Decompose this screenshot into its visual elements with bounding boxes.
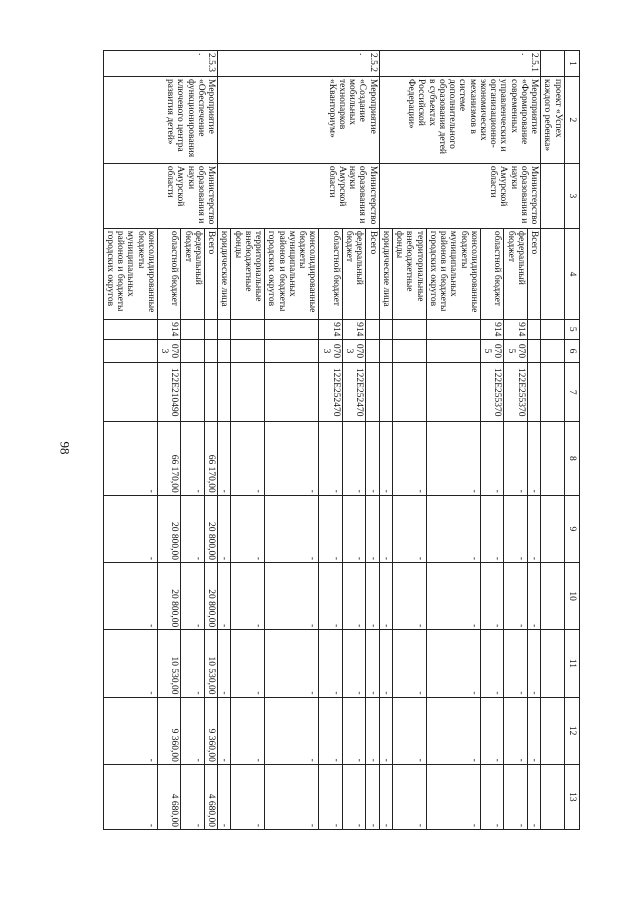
header-cell: 4 [564, 228, 579, 319]
amount-year-3: - [528, 630, 541, 697]
amount-year-3: - [231, 630, 265, 697]
responsible-ministry: Министерство образования и науки Амурской области [103, 163, 218, 228]
header-cell: 5 [564, 320, 579, 340]
section-code: 0703 [343, 339, 367, 363]
target-article [103, 363, 157, 422]
amount-total: - [231, 421, 265, 495]
amount-year-1: - [393, 495, 427, 562]
grbs-code [393, 320, 427, 340]
grbs-code [265, 320, 319, 340]
funding-source: федеральный бюджет [343, 228, 367, 319]
responsible-ministry: Министерство образования и науки Амурской области [218, 163, 380, 228]
target-article [379, 363, 392, 422]
amount-year-3: - [343, 630, 367, 697]
amount-year-1: - [528, 495, 541, 562]
section-code [393, 339, 427, 363]
funding-source: Всего [205, 228, 218, 319]
section-code [379, 339, 392, 363]
amount-year-1: - [481, 495, 505, 562]
amount-year-4: - [265, 697, 319, 764]
section-number: 2.5.1. [379, 51, 541, 77]
amount-year-4: - [231, 697, 265, 764]
header-cell: 3 [564, 163, 579, 228]
funding-source: федеральный бюджет [504, 228, 528, 319]
amount-year-1: 20 800,00 [205, 495, 218, 562]
amount-year-3: 10 530,00 [205, 630, 218, 697]
target-article [205, 363, 218, 422]
amount-year-5: 4 680,00 [158, 764, 182, 829]
amount-year-5: - [265, 764, 319, 829]
empty-cell [541, 51, 565, 77]
amount-year-1: 20 800,00 [158, 495, 182, 562]
header-cell: 1 [564, 51, 579, 77]
budget-table [103, 50, 580, 830]
header-row [564, 51, 579, 830]
header-cell: 6 [564, 339, 579, 363]
amount-year-4: - [393, 697, 427, 764]
section-code: 0703 [158, 339, 182, 363]
target-article [426, 363, 480, 422]
amount-total: - [481, 421, 505, 495]
amount-year-3: - [379, 630, 392, 697]
amount-year-2: - [426, 563, 480, 630]
amount-year-3: - [265, 630, 319, 697]
amount-year-3: - [504, 630, 528, 697]
amount-total: - [528, 421, 541, 495]
amount-year-3: - [426, 630, 480, 697]
amount-year-2: 20 800,00 [158, 563, 182, 630]
amount-total: 66 170,00 [158, 421, 182, 495]
amount-year-3: - [481, 630, 505, 697]
amount-year-4: - [103, 697, 157, 764]
amount-year-5: - [218, 764, 231, 829]
amount-total: - [393, 421, 427, 495]
amount-year-1: - [319, 495, 343, 562]
target-article: 122E252470 [319, 363, 343, 422]
responsible-ministry: Министерство образования и науки Амурской области [379, 163, 541, 228]
amount-year-3: 10 530,00 [158, 630, 182, 697]
amount-year-5: - [504, 764, 528, 829]
section-code [103, 339, 157, 363]
grbs-code [231, 320, 265, 340]
grbs-code: 914 [319, 320, 343, 340]
amount-year-3: - [319, 630, 343, 697]
amount-year-5: - [181, 764, 205, 829]
target-article [231, 363, 265, 422]
amount-year-1: - [343, 495, 367, 562]
amount-year-5: - [343, 764, 367, 829]
section-name: Мероприятие «Формирование современных управленческих и организационно-экономических механизмов в системе дополнительного образования детей в субъектах Российской Федерации» [379, 77, 541, 164]
grbs-code [528, 320, 541, 340]
funding-source: консолидированные бюджеты муниципальных районов и бюджеты городских округов [103, 228, 157, 319]
grbs-code [426, 320, 480, 340]
section-code [426, 339, 480, 363]
amount-year-2: - [181, 563, 205, 630]
empty-cell [541, 764, 565, 829]
section-code [218, 339, 231, 363]
empty-cell [541, 320, 565, 340]
grbs-code [218, 320, 231, 340]
intro-text: проект «Успех каждого ребенка» [541, 77, 565, 164]
table-row [366, 51, 379, 830]
header-cell: 10 [564, 563, 579, 630]
amount-year-4: - [218, 697, 231, 764]
amount-year-4: - [426, 697, 480, 764]
header-cell: 9 [564, 495, 579, 562]
grbs-code [103, 320, 157, 340]
amount-year-2: - [379, 563, 392, 630]
amount-year-3: - [181, 630, 205, 697]
amount-year-2: - [265, 563, 319, 630]
empty-cell [541, 630, 565, 697]
amount-year-3: - [103, 630, 157, 697]
amount-year-4: 9 360,00 [158, 697, 182, 764]
amount-year-5: 4 680,00 [205, 764, 218, 829]
section-code: 0705 [481, 339, 505, 363]
empty-cell [541, 339, 565, 363]
funding-source: областной бюджет [158, 228, 182, 319]
target-article [393, 363, 427, 422]
amount-year-4: - [181, 697, 205, 764]
funding-source: Всего [528, 228, 541, 319]
target-article [181, 363, 205, 422]
table-body [103, 51, 579, 830]
funding-source: территориальные внебюджетные фонды [231, 228, 265, 319]
amount-year-5: - [379, 764, 392, 829]
section-code [231, 339, 265, 363]
amount-year-2: - [343, 563, 367, 630]
intro-row [541, 51, 565, 830]
target-article [528, 363, 541, 422]
amount-year-5: - [393, 764, 427, 829]
funding-source: Всего [366, 228, 379, 319]
section-name: Мероприятие «Создание мобильных технопарков «Кванториум» [218, 77, 380, 164]
amount-year-4: - [379, 697, 392, 764]
amount-total: - [426, 421, 480, 495]
amount-total: - [265, 421, 319, 495]
target-article [366, 363, 379, 422]
amount-year-3: - [393, 630, 427, 697]
grbs-code: 914 [158, 320, 182, 340]
section-number: 2.5.2. [218, 51, 380, 77]
target-article: 122E255370 [481, 363, 505, 422]
rotated-table-wrapper [80, 50, 580, 830]
header-cell: 12 [564, 697, 579, 764]
grbs-code: 914 [343, 320, 367, 340]
header-cell: 13 [564, 764, 579, 829]
funding-source: юридические лица [218, 228, 231, 319]
funding-source: консолидированные бюджеты муниципальных районов и бюджеты городских округов [426, 228, 480, 319]
amount-year-4: - [343, 697, 367, 764]
section-number: 2.5.3. [103, 51, 218, 77]
section-code [265, 339, 319, 363]
amount-year-5: - [528, 764, 541, 829]
funding-source: федеральный бюджет [181, 228, 205, 319]
section-code [366, 339, 379, 363]
amount-year-4: - [528, 697, 541, 764]
amount-year-5: - [366, 764, 379, 829]
grbs-code [366, 320, 379, 340]
grbs-code: 914 [481, 320, 505, 340]
amount-total: - [366, 421, 379, 495]
amount-total: - [181, 421, 205, 495]
target-article: 122E255370 [504, 363, 528, 422]
amount-total: - [379, 421, 392, 495]
target-article [265, 363, 319, 422]
amount-year-1: - [218, 495, 231, 562]
amount-year-2: - [393, 563, 427, 630]
empty-cell [541, 363, 565, 422]
amount-year-1: - [366, 495, 379, 562]
funding-source: областной бюджет [319, 228, 343, 319]
section-code: 0705 [504, 339, 528, 363]
amount-total: 66 170,00 [205, 421, 218, 495]
header-cell: 7 [564, 363, 579, 422]
amount-year-2: 20 800,00 [205, 563, 218, 630]
amount-year-5: - [103, 764, 157, 829]
empty-cell [541, 495, 565, 562]
amount-year-5: - [426, 764, 480, 829]
funding-source: областной бюджет [481, 228, 505, 319]
target-article: 122E210490 [158, 363, 182, 422]
amount-total: - [103, 421, 157, 495]
table-row [528, 51, 541, 830]
amount-year-3: - [366, 630, 379, 697]
section-code [181, 339, 205, 363]
amount-year-1: - [265, 495, 319, 562]
section-code: 0703 [319, 339, 343, 363]
amount-year-2: - [528, 563, 541, 630]
empty-cell [541, 697, 565, 764]
amount-year-4: - [319, 697, 343, 764]
target-article: 122E252470 [343, 363, 367, 422]
funding-source: юридические лица [379, 228, 392, 319]
amount-year-2: - [481, 563, 505, 630]
grbs-code [379, 320, 392, 340]
amount-year-2: - [366, 563, 379, 630]
amount-year-3: - [218, 630, 231, 697]
funding-source: консолидированные бюджеты муниципальных районов и бюджеты городских округов [265, 228, 319, 319]
amount-year-4: - [481, 697, 505, 764]
empty-cell [541, 563, 565, 630]
amount-total: - [319, 421, 343, 495]
amount-total: - [218, 421, 231, 495]
amount-year-2: - [319, 563, 343, 630]
header-cell: 2 [564, 77, 579, 164]
amount-year-2: - [218, 563, 231, 630]
section-name: Мероприятие «Обеспечение функционирования ключевого центра развития детей» [103, 77, 218, 164]
amount-year-4: 9 360,00 [205, 697, 218, 764]
amount-year-2: - [103, 563, 157, 630]
amount-total: - [343, 421, 367, 495]
amount-year-2: - [231, 563, 265, 630]
target-article [218, 363, 231, 422]
amount-year-4: - [504, 697, 528, 764]
amount-year-2: - [504, 563, 528, 630]
amount-year-1: - [181, 495, 205, 562]
amount-year-5: - [481, 764, 505, 829]
section-code [205, 339, 218, 363]
section-code [528, 339, 541, 363]
header-cell: 8 [564, 421, 579, 495]
amount-year-1: - [379, 495, 392, 562]
page-number: 98 [57, 441, 73, 455]
grbs-code: 914 [504, 320, 528, 340]
table-row [205, 51, 218, 830]
amount-year-1: - [103, 495, 157, 562]
amount-total: - [504, 421, 528, 495]
header-cell: 11 [564, 630, 579, 697]
empty-cell [541, 421, 565, 495]
amount-year-4: - [366, 697, 379, 764]
amount-year-1: - [426, 495, 480, 562]
grbs-code [181, 320, 205, 340]
amount-year-5: - [319, 764, 343, 829]
amount-year-5: - [231, 764, 265, 829]
empty-cell [541, 228, 565, 319]
funding-source: территориальные внебюджетные фонды [393, 228, 427, 319]
grbs-code [205, 320, 218, 340]
empty-cell [541, 163, 565, 228]
amount-year-1: - [231, 495, 265, 562]
amount-year-1: - [504, 495, 528, 562]
